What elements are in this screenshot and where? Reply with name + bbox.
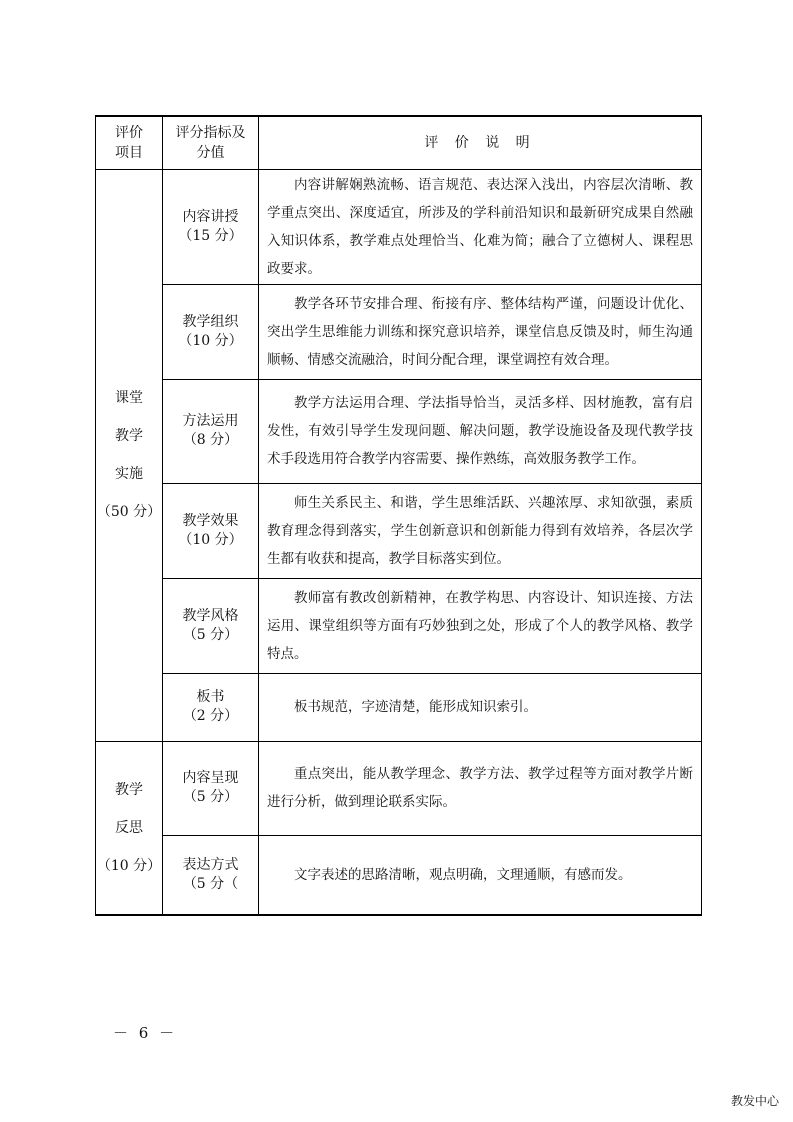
criterion-score: （15 分） [178,227,243,244]
criterion-cell [163,169,259,284]
category-line: 反思 [115,819,143,836]
criterion-cell [163,673,259,741]
criterion-cell [163,578,259,673]
criterion-score: （8 分） [182,432,239,448]
criterion-score: （10 分） [178,332,243,349]
table-row [96,835,702,915]
description-cell [259,578,702,673]
description-cell [259,379,702,483]
header-criteria-line1: 评分指标及 [175,124,246,141]
description-cell [259,169,702,284]
table-row [96,673,702,741]
description-cell [259,741,702,835]
header-evaluation-item [96,116,163,169]
criterion-score: （5 分） [182,789,239,805]
criterion-cell [163,835,259,915]
criterion-cell [163,483,259,578]
criterion-name: 表达方式 [182,856,239,873]
description-text: 教学各环节安排合理、衔接有序、整体结构严谨，问题设计优化、突出学生思维能力训练和探究意识培养，课堂信息反馈及时，师生沟通顺畅、情感交流融洽，时间分配合理，课堂调控有效合理。 [267,295,693,368]
category-line: 实施 [115,466,143,482]
table-row [96,578,702,673]
watermark-label: 教发中心 [731,1094,780,1108]
evaluation-table [95,115,702,916]
category-line: 教学 [115,428,143,444]
criterion-name: 教学组织 [182,313,239,330]
description-text: 师生关系民主、和谐，学生思维活跃、兴趣浓厚、求知欲强，素质教育理念得到落实，学生创新意识和创新能力得到有效培养，各层次学生都有收获和提高，教学目标落实到位。 [267,494,693,567]
criterion-name: 板书 [196,689,225,705]
category-line: 教学 [115,781,143,798]
description-text: 教学方法运用合理、学法指导恰当，灵活多样、因材施教，富有启发性，有效引导学生发现问题、解决问题，教学设施设备及现代教学技术手段选用符合教学内容需要、操作熟练，高效服务教学工作。 [267,395,693,467]
header-evaluation-item-line2: 项目 [115,144,143,161]
criterion-name: 教学风格 [182,607,239,624]
description-cell [259,673,702,741]
category-classroom-teaching [96,169,163,741]
table-row [96,483,702,578]
category-line: 课堂 [115,390,143,406]
header-description: 评 价 说 明 [259,116,702,169]
category-teaching-reflection [96,741,163,915]
category-score: （10 分） [96,857,162,874]
description-cell [259,835,702,915]
description-cell [259,483,702,578]
description-text: 重点突出，能从教学理念、教学方法、教学过程等方面对教学片断进行分析，做到理论联系实际。 [267,766,693,810]
table-row [96,169,702,284]
criterion-name: 内容呈现 [182,770,239,786]
header-evaluation-item-line1: 评价 [115,124,143,141]
description-text: 板书规范，字迹清楚，能形成知识索引。 [294,699,537,715]
criterion-score: （5 分） [182,626,239,643]
description-text: 教师富有教改创新精神，在教学构思、内容设计、知识连接、方法运用、课堂组织等方面有巧妙独到之处，形成了个人的教学风格、教学特点。 [267,589,693,662]
table-header-row [96,116,702,169]
criterion-name: 方法运用 [182,413,239,429]
header-criteria [163,116,259,169]
table-row [96,379,702,483]
table-row [96,741,702,835]
criterion-score: （2 分） [182,708,239,724]
criterion-cell [163,284,259,379]
criterion-cell [163,379,259,483]
page-number: － 6 － [113,1024,178,1042]
criterion-name: 教学效果 [182,512,239,529]
criterion-name: 内容讲授 [182,208,239,225]
description-text: 文字表述的思路清晰，观点明确，文理通顺，有感而发。 [294,866,632,883]
description-cell [259,284,702,379]
table-row [96,284,702,379]
criterion-score: （10 分） [178,531,243,548]
criterion-score: （5 分（ [182,875,239,892]
header-criteria-line2: 分值 [196,144,225,161]
category-score: （50 分） [96,504,162,520]
criterion-cell [163,741,259,835]
description-text: 内容讲解娴熟流畅、语言规范、表达深入浅出，内容层次清晰、教学重点突出、深度适宜，所涉及的学科前沿知识和最新研究成果自然融入知识体系，教学难点处理恰当、化难为简；融合了立德树人、课程思政要求。 [267,176,693,277]
